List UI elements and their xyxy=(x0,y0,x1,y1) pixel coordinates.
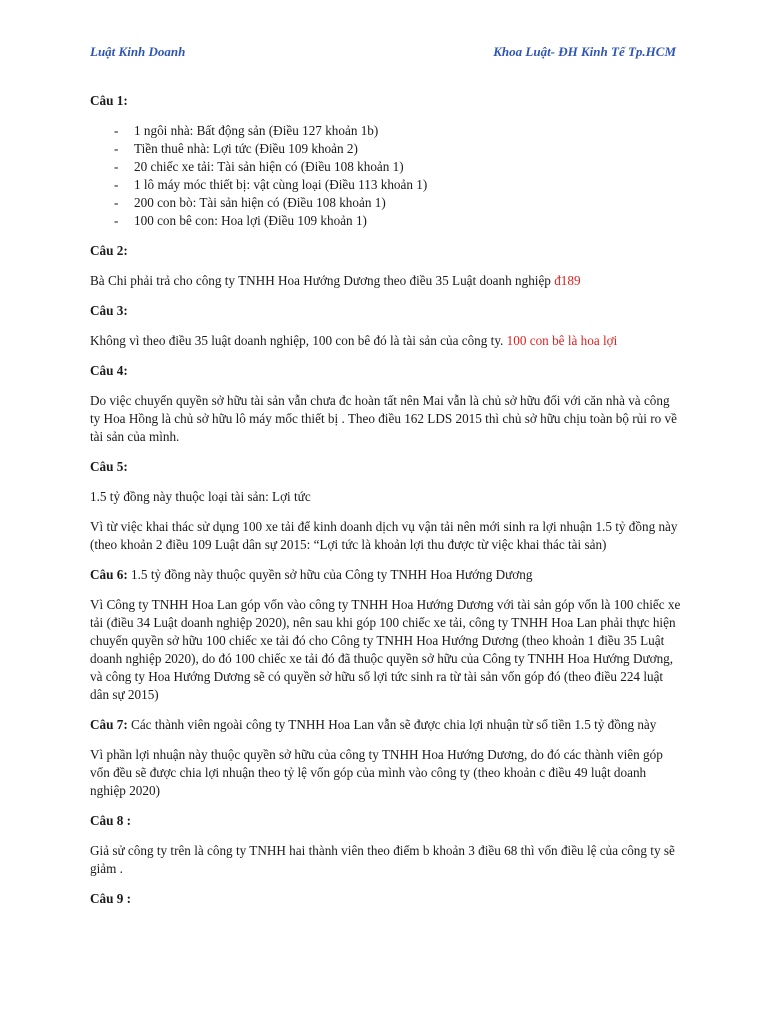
question-8-answer: Giả sử công ty trên là công ty TNHH hai thành viên theo điểm b khoản 3 điều 68 thì vốn điều lệ của công ty sẽ giảm . xyxy=(90,843,675,876)
red-annotation: 100 con bê là hoa lợi xyxy=(506,333,618,348)
header-left-title: Luật Kinh Doanh xyxy=(90,44,186,59)
answer-text: Bà Chi phải trả cho công ty TNHH Hoa Hướng Dương theo điều 35 Luật doanh nghiệp xyxy=(90,273,555,288)
list-item: - Tiền thuê nhà: Lợi tức (Điều 109 khoản 2) xyxy=(90,140,682,158)
list-item: - 20 chiếc xe tải: Tài sản hiện có (Điều 108 khoản 1) xyxy=(90,158,682,176)
question-7-answer: Các thành viên ngoài công ty TNHH Hoa Lan vẫn sẽ được chia lợi nhuận từ số tiền 1.5 tỷ đồng này xyxy=(127,717,657,732)
question-4-title: Câu 4: xyxy=(90,363,128,378)
question-6-heading xyxy=(90,566,682,584)
question-3-title: Câu 3: xyxy=(90,303,128,318)
list-item: - 1 ngôi nhà: Bất động sản (Điều 127 khoản 1b) xyxy=(90,122,682,140)
question-8-title: Câu 8 : xyxy=(90,813,132,828)
question-1-title: Câu 1: xyxy=(90,93,128,108)
page-header xyxy=(90,44,676,60)
red-annotation: đ189 xyxy=(554,273,581,288)
question-4-answer: Do việc chuyển quyền sở hữu tài sản vẫn chưa đc hoàn tất nên Mai vẫn là chủ sở hữu đối với căn nhà và công ty Hoa Hồng là chủ sở hữu lô máy mốc thiết bị . Theo điều 162 LDS 2015 thì chủ sở hữu chịu toàn bộ rủi ro về tài sản của mình. xyxy=(90,393,677,444)
question-7-title: Câu 7: xyxy=(90,717,128,732)
question-2-title: Câu 2: xyxy=(90,243,128,258)
list-item: - 100 con bê con: Hoa lợi (Điều 109 khoản 1) xyxy=(90,212,682,230)
question-6-answer: 1.5 tỷ đồng này thuộc quyền sở hữu của Công ty TNHH Hoa Hướng Dương xyxy=(127,567,533,582)
answer-text: Không vì theo điều 35 luật doanh nghiệp, 100 con bê đó là tài sản của công ty. xyxy=(90,333,507,348)
question-5-title: Câu 5: xyxy=(90,459,128,474)
question-5-answer: 1.5 tỷ đồng này thuộc loại tài sản: Lợi tức xyxy=(90,489,311,504)
question-6-explanation: Vì Công ty TNHH Hoa Lan góp vốn vào công ty TNHH Hoa Hướng Dương với tài sản góp vốn là 100 chiếc xe tải (điều 34 Luật doanh nghiệp 2020), nên sau khi góp 100 chiếc xe tải, công ty TNHH Hoa Lan phải thực hiện chuyển quyền sở hữu 100 chiếc xe tải đó cho Công ty TNHH Hoa Hướng Dương (theo khoản 1 điều 35 Luật doanh nghiệp 2020), do đó 100 chiếc xe tải đó đã thuộc quyền sở hữu của Công ty TNHH Hoa Hướng Dương, và công ty Hoa Hướng Dương sẽ có quyền sở hữu số lợi tức sinh ra từ tài sản vốn góp đó (theo điều 224 luật dân sự 2015) xyxy=(90,597,681,702)
question-5-explanation: Vì từ việc khai thác sử dụng 100 xe tải để kinh doanh dịch vụ vận tải nên mới sinh ra lợi nhuận 1.5 tỷ đồng này (theo khoản 2 điều 109 Luật dân sự 2015: “Lợi tức là khoản lợi thu được từ việc khai thác tài sản) xyxy=(90,519,678,552)
question-7-heading xyxy=(90,716,682,734)
question-6-title: Câu 6: xyxy=(90,567,128,582)
list-item: - 1 lô máy móc thiết bị: vật cùng loại (Điều 113 khoản 1) xyxy=(90,176,682,194)
document-body xyxy=(90,92,682,920)
question-2-answer xyxy=(90,272,682,290)
question-9-title: Câu 9 : xyxy=(90,891,132,906)
list-item: - 200 con bò: Tài sản hiện có (Điều 108 khoản 1) xyxy=(90,194,682,212)
question-7-explanation: Vì phần lợi nhuận này thuộc quyền sở hữu của công ty TNHH Hoa Hướng Dương, do đó các thành viên góp vốn đều sẽ được chia lợi nhuận theo tỷ lệ vốn góp của mình vào công ty (theo khoản c điều 49 luật doanh nghiệp 2020) xyxy=(90,747,663,798)
header-right-title: Khoa Luật- ĐH Kinh Tế Tp.HCM xyxy=(493,44,676,59)
question-1-list xyxy=(90,122,682,230)
question-3-answer xyxy=(90,332,682,350)
